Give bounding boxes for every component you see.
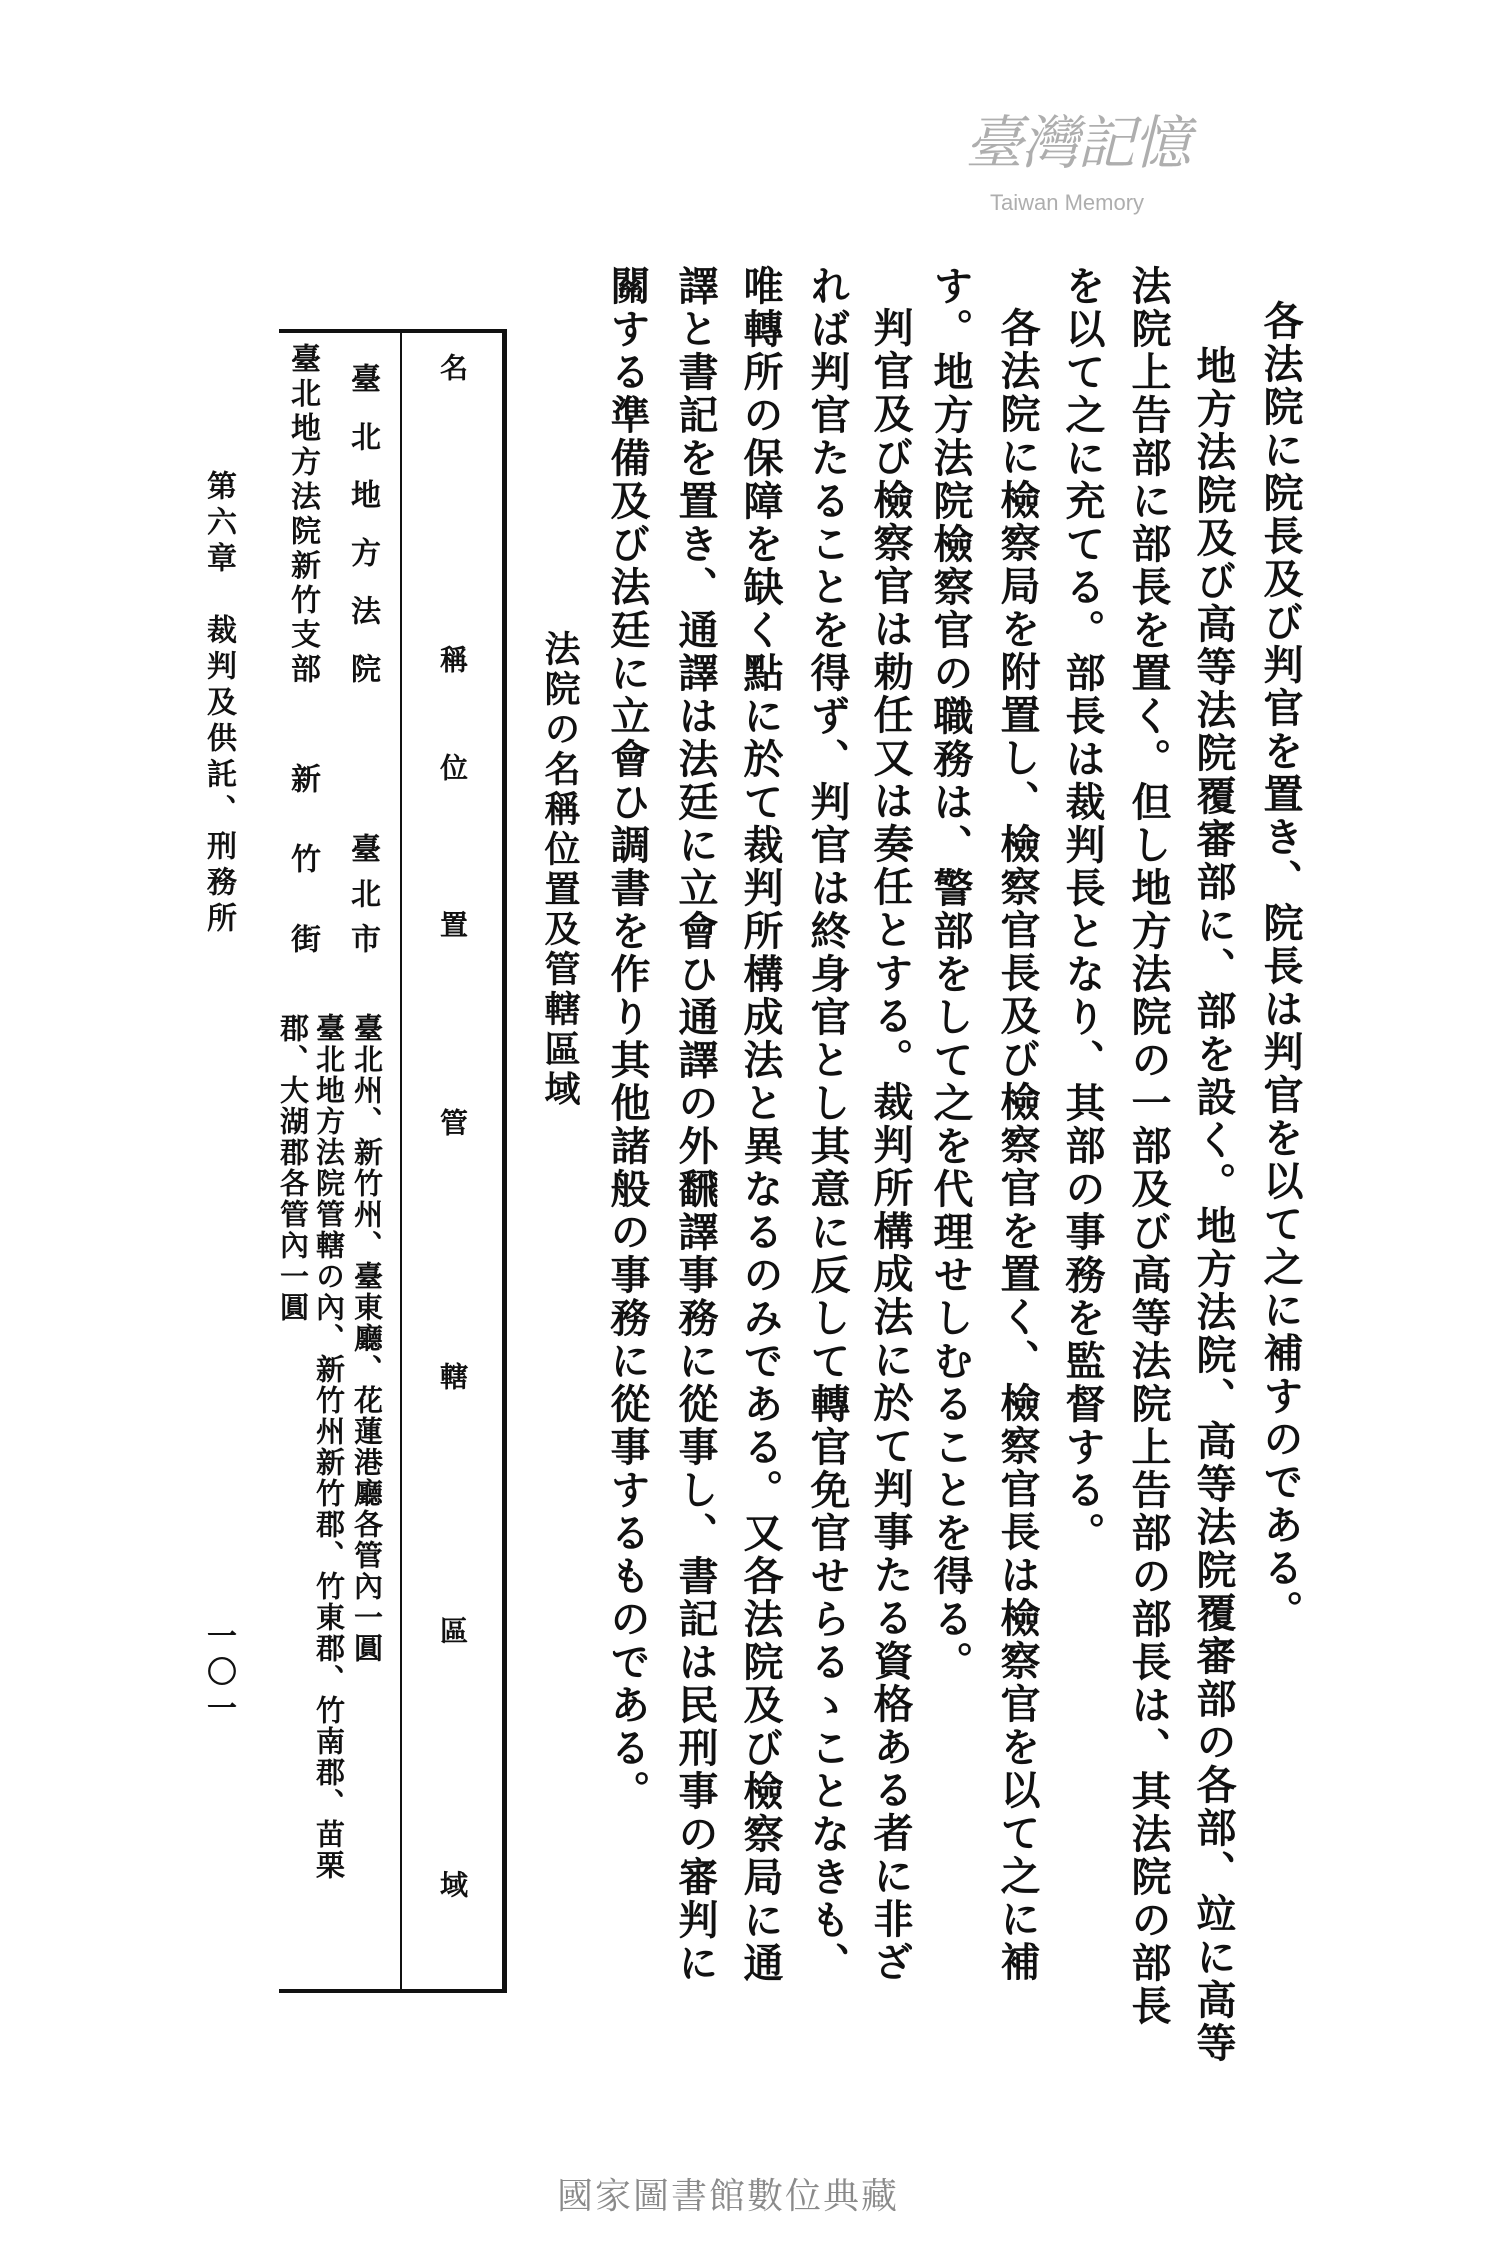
row2-jurisdiction-line1: 臺北地方法院管轄の內、新竹州新竹郡、竹東郡、竹南郡、苗栗 (312, 1013, 346, 1881)
body-line-1: 各法院に院長及び判官を置き、院長は判官を以て之に補すのである。 (1257, 300, 1304, 1633)
row1-name: 臺北地方法院 (345, 363, 380, 683)
table-header-column (400, 333, 502, 1989)
library-watermark: 國家圖書館數位典藏 (557, 2176, 900, 2217)
row2-location: 新竹街 (285, 763, 320, 953)
row1-location: 臺北市 (345, 833, 380, 953)
chapter-running-head: 第六章 裁判及供託、刑務所 (201, 470, 236, 938)
taiwan-memory-watermark-text: Taiwan Memory (990, 190, 1145, 215)
row2-name: 臺北地方法院新竹支部 (285, 343, 320, 683)
header-location: 位置 (436, 753, 469, 938)
header-jurisdiction: 管轄區域 (436, 1108, 469, 1898)
body-line-5: 各法院に檢察局を附置し、檢察官長及び檢察官を置く、檢察官長は檢察官を以て之に補 (994, 307, 1041, 1984)
row1-jurisdiction: 臺北州、新竹州、臺東廳、花蓮港廳各管內一圓 (350, 1013, 384, 1664)
taiwan-memory-watermark-logo: 臺灣記憶 (965, 109, 1190, 177)
page-number: 一〇一 (201, 1620, 236, 1728)
body-line-11: 關する準備及び法廷に立會ひ調書を作り其他諸般の事務に從事するものである。 (604, 265, 651, 1813)
body-line-7: 判官及び檢察官は勅任又は奏任とする。裁判所構成法に於て判事たる資格ある者に非ざ (867, 307, 914, 1984)
court-table (276, 329, 507, 1993)
body-line-6: す。地方法院檢察官の職務は、警部をして之を代理せしむることを得る。 (927, 265, 974, 1684)
row2-jurisdiction-line2: 郡、大湖郡各管內一圓 (276, 1013, 310, 1323)
section-heading: 法院の名稱位置及管轄區域 (539, 630, 581, 1110)
body-line-2: 地方法院及び高等法院覆審部に、部を設く。地方法院、高等法院覆審部の各部、竝に高等 (1190, 345, 1237, 2065)
body-line-9: 唯轉所の保障を缺く點に於て裁判所構成法と異なるのみである。又各法院及び檢察局に通 (737, 265, 784, 1985)
body-line-3: 法院上告部に部長を置く。但し地方法院の一部及び高等法院上告部の部長は、其法院の部長 (1125, 265, 1172, 2028)
header-name: 名稱 (436, 353, 469, 673)
body-line-8: れば判官たることを得ず、判官は終身官とし其意に反して轉官免官せらるゝことなきも、 (804, 265, 851, 1985)
body-line-4: を以て之に充てる。部長は裁判長となり、其部の事務を監督する。 (1059, 265, 1106, 1555)
body-line-10: 譯と書記を置き、通譯は法廷に立會ひ通譯の外飜譯事務に從事し、書記は民刑事の審判に (672, 265, 719, 1985)
